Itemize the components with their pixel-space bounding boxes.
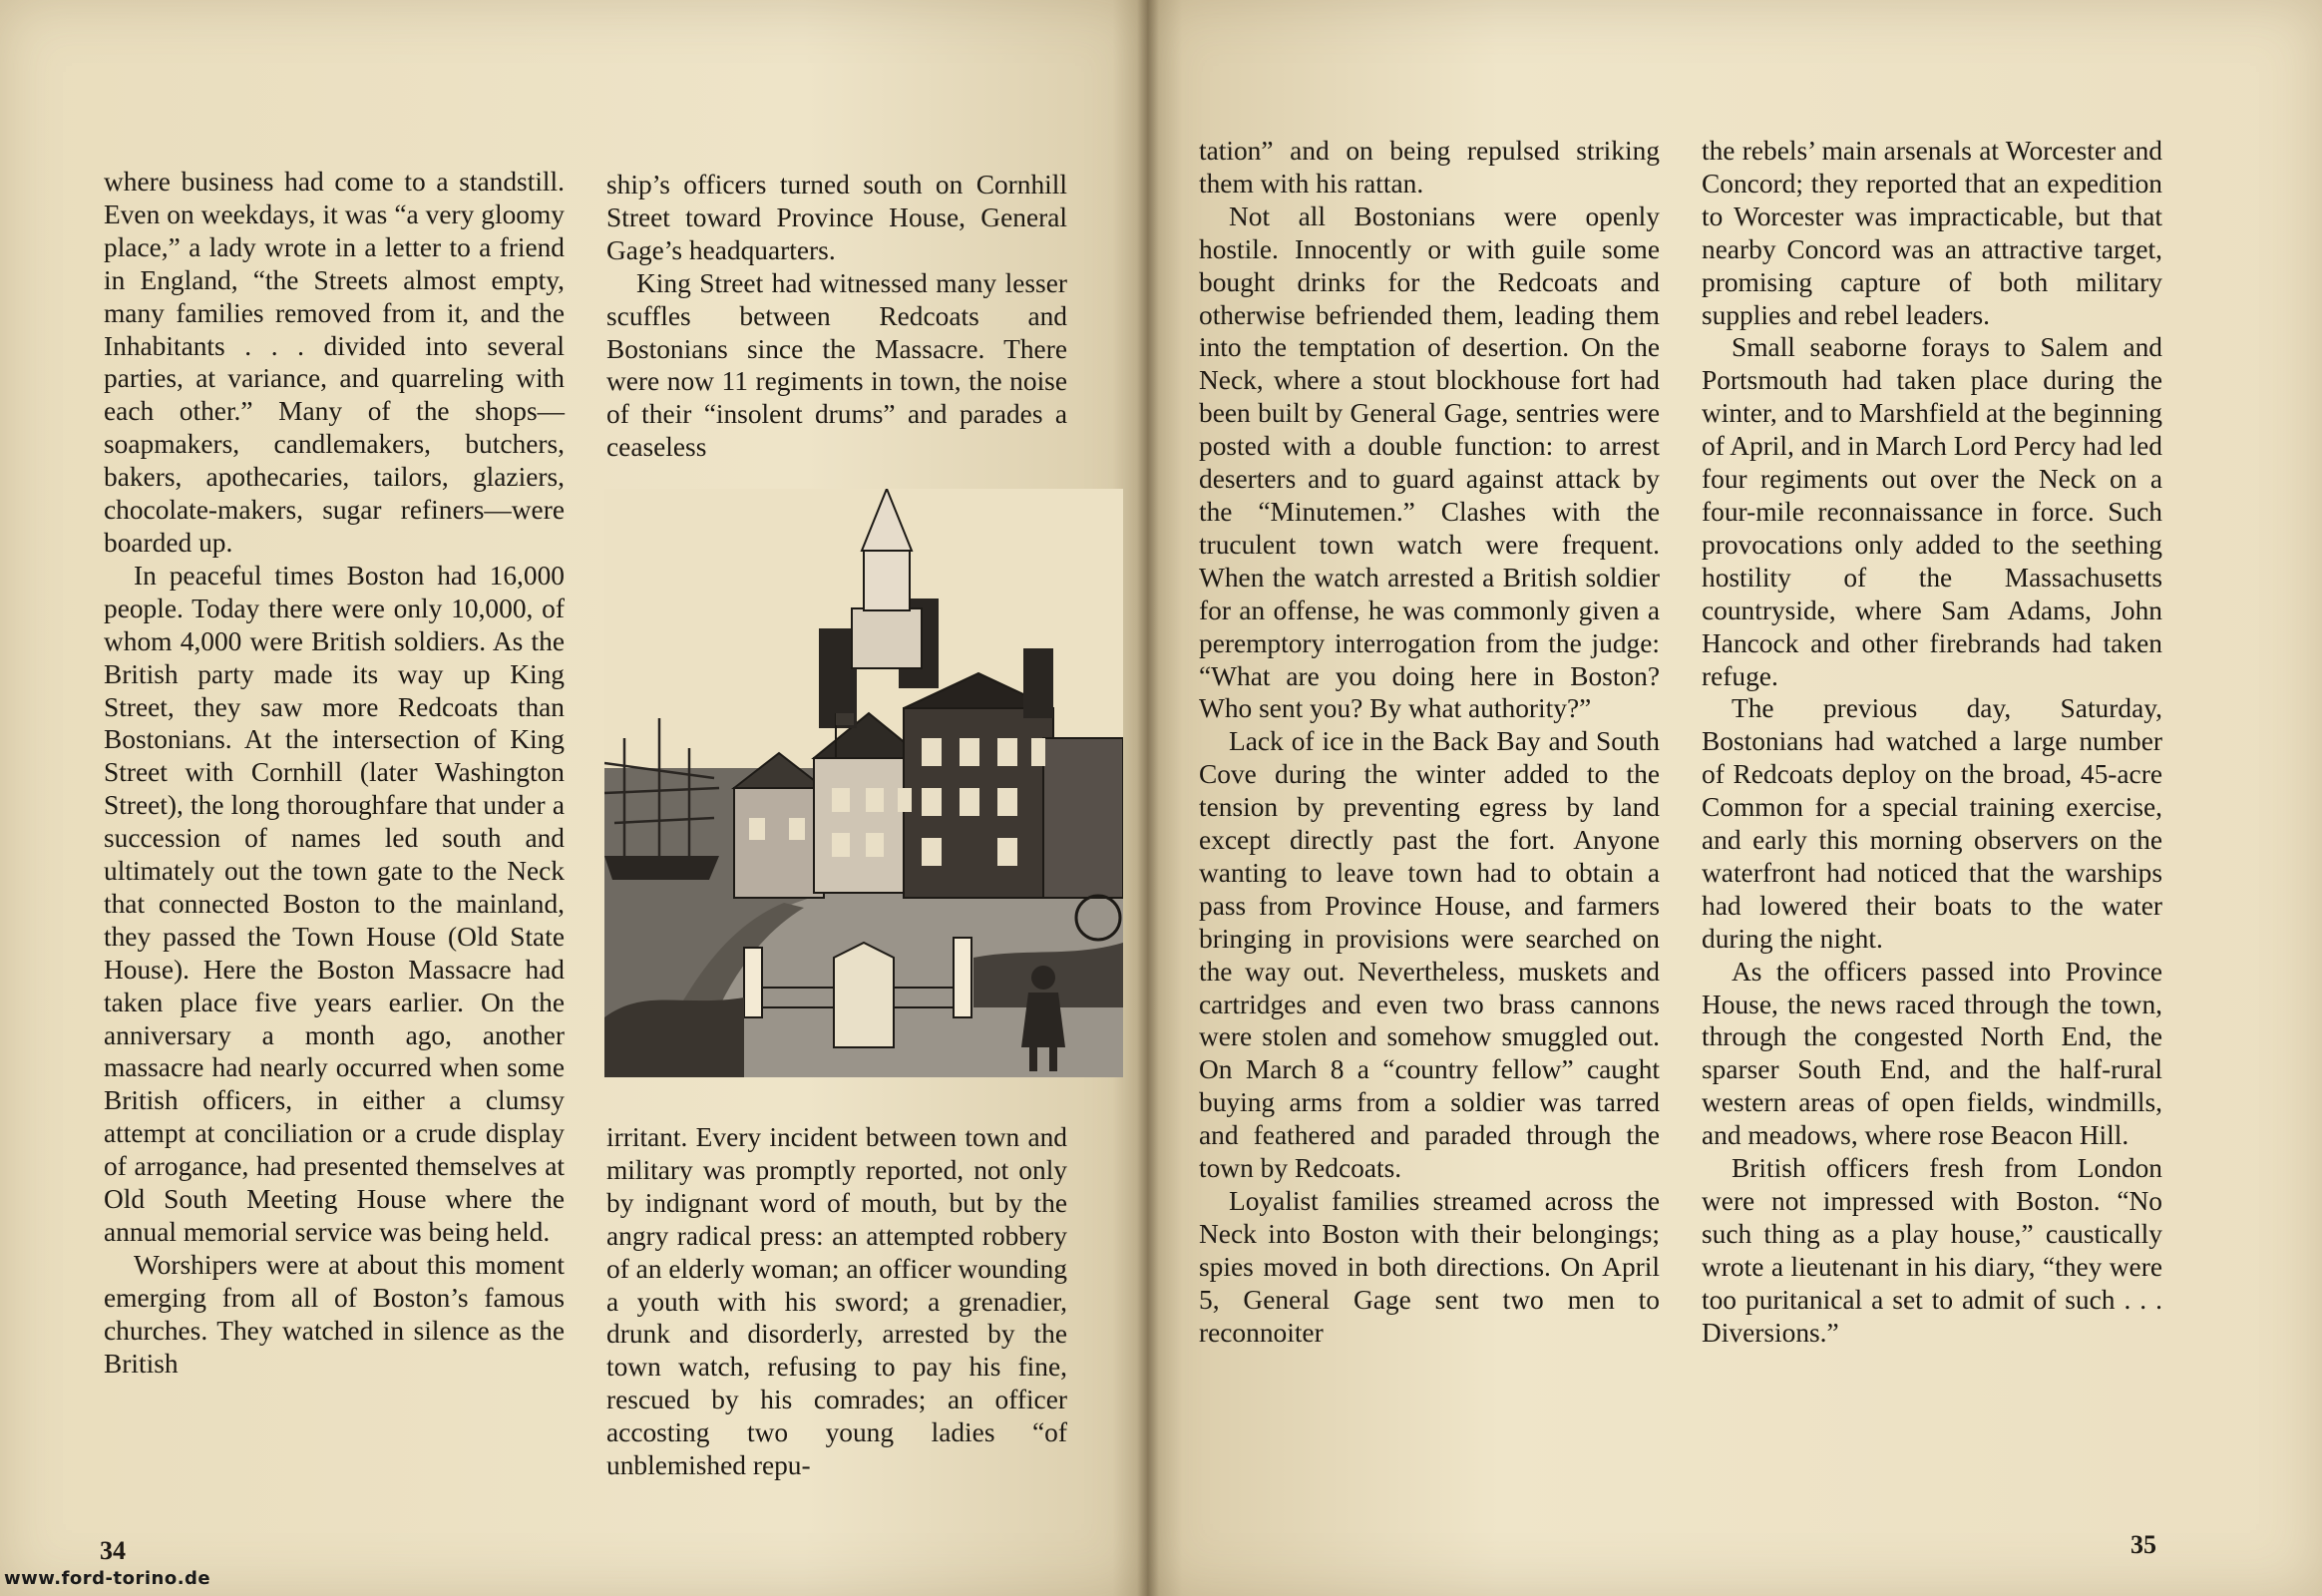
paragraph: As the officers passed into Province House, the news raced through the town, through the congested North End, the sparser South End, and the half-rural western areas of open fields, windmills, and meadows, where rose Beacon Hill. [1702,956,2162,1151]
paragraph: The previous day, Saturday, Bostonians had watched a large number of Redcoats deploy on the broad, 45-acre Common for a special training exercise, and early this morning observers on the waterfront had noticed that the warships had lowered their boats to the water during the night. [1702,693,2162,954]
page-number-left: 34 [100,1536,126,1565]
paragraph: Not all Bostonians were openly hostile. Innocently or with guile some bought drinks for the Redcoats and otherwise befriended them, leading them into the temptation of desertion. On the Neck, where a stout blockhouse fort had been built by General Gage, sentries were posted with a double function: to arrest deserters and to guard against attack by the “Minutemen.” Clashes with the truculent town watch were frequent. When the watch arrested a British soldier for an offense, he was commonly given a peremptory interrogation from the judge: “What are you doing here in Boston? Who sent you? By what authority?” [1199,200,1660,724]
colonial-street-illustration [604,489,1123,1077]
left-column-2-top [606,169,1067,464]
left-page [0,0,1147,1596]
watermark: www.ford-torino.de [4,1568,211,1589]
paragraph: irritant. Every incident between town and military was promptly reported, not only by indignant word of mouth, but by the angry radical press: an attempted robbery of an elderly woman; an officer wounding a youth with his sword; a grenadier, drunk and disorderly, arrested by the town watch, refusing to pay his fine, rescued by his comrades; an officer accosting two young ladies “of unblemished repu- [606,1122,1067,1481]
paragraph: In peaceful times Boston had 16,000 people. Today there were only 10,000, of whom 4,000 were British soldiers. As the British party made its way up King Street, they saw more Redcoats than Bostonians. At the intersection of King Street with Cornhill (later Washington Street), the long thoroughfare that under a succession of names led south and ultimately out the town gate to the Neck that connected Boston to the mainland, they passed the Town House (Old State House). Here the Boston Massacre had taken place five years earlier. On the anniversary a month ago, another massacre had nearly occurred when some British officers, in either a clumsy attempt at conciliation or a crude display of arrogance, had presented themselves at Old South Meeting House where the annual memorial service was being held. [104,560,565,1247]
paragraph: Small seaborne forays to Salem and Portsmouth had taken place during the winter, and to Marshfield at the beginning of April, and in March Lord Percy had led four regiments out over the Neck on a four-mile reconnaissance in force. Such provocations only added to the seething hostility of the Massachusetts countryside, where Sam Adams, John Hancock and other firebrands had taken refuge. [1702,332,2162,691]
right-column-1 [1199,135,1660,1350]
book-gutter [1137,0,1159,1596]
paragraph: tation” and on being repulsed striking them with his rattan. [1199,136,1660,199]
paragraph: where business had come to a standstill. Even on weekdays, it was “a very gloomy place,” a lady wrote in a letter to a friend in England, “the Streets almost empty, many families removed from it, and the Inhabitants . . . divided into several parties, at variance, and quarreling with each other.” Many of the shops—soapmakers, candlemakers, butchers, bakers, apothecaries, tailors, glaziers, chocolate-makers, sugar refiners—were boarded up. [104,167,565,558]
paragraph: Lack of ice in the Back Bay and South Cove during the winter added to the tension by preventing egress by land except directly past the fort. Anyone wanting to leave town had to obtain a pass from Province House, and farmers bringing in provisions were searched on the way out. Nevertheless, muskets and cartridges and even two brass cannons were stolen and somehow smuggled out. On March 8 a “country fellow” caught buying arms from a soldier was tarred and feathered and paraded through the town by Redcoats. [1199,726,1660,1184]
paragraph: the rebels’ main arsenals at Worcester and Concord; they reported that an expedition to Worcester was impracticable, but that nearby Concord was an attractive target, promising capture of both military supplies and rebel leaders. [1702,136,2162,330]
paragraph: Worshipers were at about this moment emerging from all of Boston’s famous churches. They watched in silence as the British [104,1249,565,1379]
left-column-1 [104,166,565,1381]
paragraph: Loyalist families streamed across the Neck into Boston with their belongings; spies moved in both directions. On April 5, General Gage sent two men to reconnoiter [1199,1186,1660,1348]
left-column-2-bottom [606,1121,1067,1482]
paragraph: King Street had witnessed many lesser scuffles between Redcoats and Bostonians since the Massacre. There were now 11 regiments in town, the noise of their “insolent drums” and parades a ceaseless [606,267,1067,463]
page-number-right: 35 [2130,1530,2156,1559]
right-column-2 [1702,135,2162,1350]
paragraph: British officers fresh from London were not impressed with Boston. “No such thing as a play house,” caustically wrote a lieutenant in his diary, “they were too puritanical a set to admit of such . . . Diversions.” [1702,1153,2162,1348]
paragraph: ship’s officers turned south on Cornhill Street toward Province House, General Gage’s headquarters. [606,170,1067,265]
